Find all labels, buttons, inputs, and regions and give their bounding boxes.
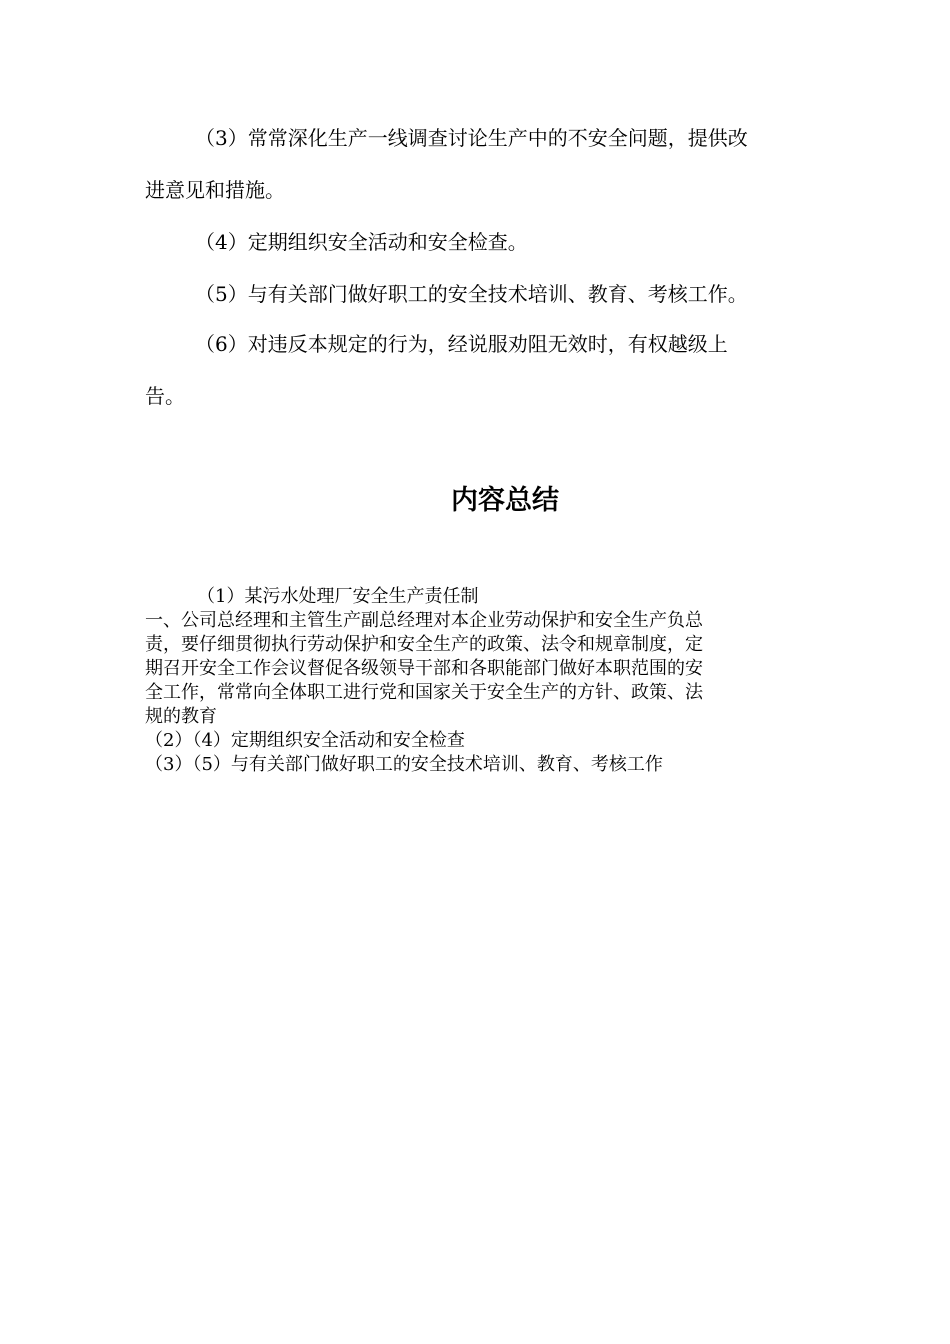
summary-line: 一、公司总经理和主管生产副总经理对本企业劳动保护和安全生产负总 [145,610,703,631]
paragraph-item-5: （5）与有关部门做好职工的安全技术培训、教育、考核工作。 [195,282,748,306]
paragraph-item-3-line-2: 进意见和措施。 [145,178,285,202]
paragraph-item-4: （4）定期组织安全活动和安全检查。 [195,230,528,254]
summary-line: 期召开安全工作会议督促各级领导干部和各职能部门做好本职范围的安 [145,658,703,679]
paragraph-item-6-line-1: （6）对违反本规定的行为，经说服劝阻无效时，有权越级上 [195,332,728,356]
paragraph-item-3-line-1: （3）常常深化生产一线调查讨论生产中的不安全问题，提供改 [195,126,748,150]
summary-line: 责，要仔细贯彻执行劳动保护和安全生产的政策、法令和规章制度，定 [145,634,703,655]
summary-line: （2）（4）定期组织安全活动和安全检查 [145,730,465,751]
paragraph-item-6-line-2: 告。 [145,384,185,408]
summary-line: 全工作，常常向全体职工进行党和国家关于安全生产的方针、政策、法 [145,682,703,703]
summary-block [145,585,815,777]
summary-line: （3）（5）与有关部门做好职工的安全技术培训、教育、考核工作 [145,754,663,775]
summary-title: 内容总结 [451,485,559,516]
summary-line: （1）某污水处理厂安全生产责任制 [197,586,479,607]
summary-line: 规的教育 [145,706,217,727]
